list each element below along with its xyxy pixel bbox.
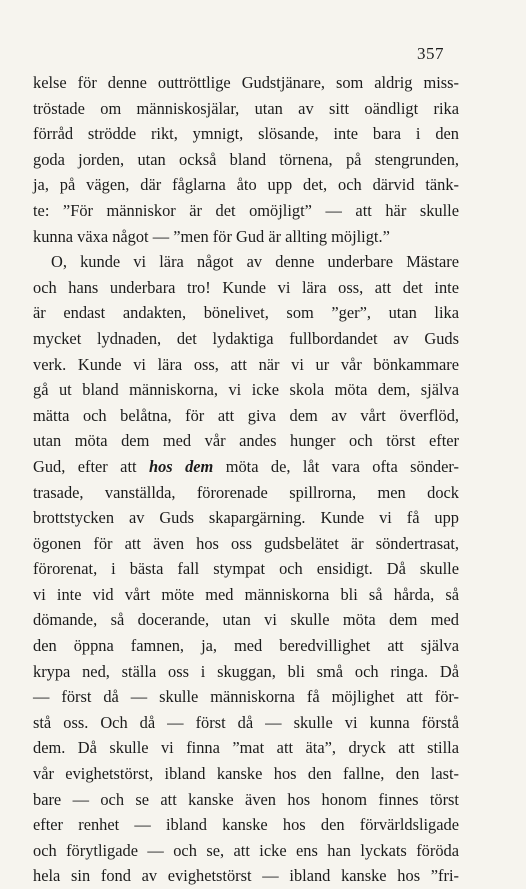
text-line-with-emphasis [33,454,459,480]
text-line: vi inte vid vårt möte med människorna bli så hårda, så [33,584,459,604]
text-line: hela sin fond av evighetstörst — ibland kanske hos ”fri- [33,866,459,886]
text-line: bare — och se att kanske även hos honom finnes törst [33,789,459,809]
text-line: utan möta dem med vår andes hunger och törst efter [33,431,459,451]
text-line: den öppna famnen, ja, med beredvillighet att själva [33,636,459,656]
body-text [33,70,459,889]
text-line: mycket lydnaden, det lydaktiga fullbordandet av Guds [33,328,459,348]
text-line: kelse för denne outtröttlige Gudstjänare, som aldrig miss- [33,73,459,92]
text-line: ögonen för att även hos oss gudsbelätet är söndertrasat, [33,533,459,553]
text-line: tröstade om människosjälar, utan av sitt oändligt rika [33,98,459,118]
text-line: och hans underbara tro! Kunde vi lära oss, att det inte [33,277,459,297]
text-line: förorenat, i bästa fall stympat och ensidigt. Då skulle [33,559,459,579]
emphasized-text: hos dem [148,456,214,476]
text-line: kunna växa något — ”men för Gud är allting möjligt.” [33,226,390,246]
text-line: efter renhet — ibland kanske hos den förvärldsligade [33,815,459,835]
text-line: ja, på vägen, där fåglarna åto upp det, och därvid tänk- [33,175,459,195]
page-number: 357 [417,44,444,63]
text-line: — först då — skulle människorna få möjlighet att för- [33,687,459,707]
text-line: te: ”För människor är det omöjligt” — att här skulle [33,200,459,220]
text-line: gå ut bland människorna, vi icke skola möta dem, själva [33,380,459,400]
text-line: vår evighetstörst, ibland kanske hos den fallne, den last- [33,764,459,784]
text-line: stå oss. Och då — först då — skulle vi kunna förstå [33,712,459,732]
text-line: trasade, vanställda, förorenade spillrorna, men dock [33,482,459,502]
text-line: krypa ned, ställa oss i skuggan, bli små och ringa. Då [33,661,459,681]
text-line: dömande, så docerande, utan vi skulle möta dem med [33,610,459,630]
text-line: O, kunde vi lära något av denne underbare Mästare [51,252,459,272]
text-segment: möta de, låt vara ofta sönder- [213,456,459,476]
text-line: dem. Då skulle vi finna ”mat att äta”, dryck att stilla [33,738,459,758]
text-line: brottstycken av Guds skapargärning. Kunde vi få upp [33,508,459,528]
text-segment: Gud, efter att [33,456,149,476]
text-line: mätta och belåtna, för att giva dem av vårt överflöd, [33,405,459,425]
text-line: verk. Kunde vi lära oss, att när vi ur vår bönkammare [33,354,459,374]
text-line: goda jorden, utan också bland törnena, på stengrunden, [33,149,459,169]
text-line: är endast andakten, bönelivet, som ”ger”, utan lika [33,303,459,323]
text-line: förråd strödde rikt, ymnigt, slösande, inte bara i den [33,124,459,144]
text-line: och förytligade — och se, att icke ens han lyckats föröda [33,840,459,860]
